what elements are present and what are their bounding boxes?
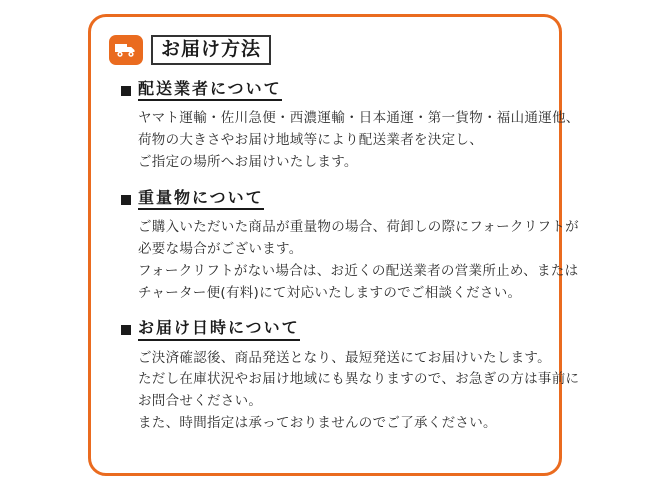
body-line: ご購入いただいた商品が重量物の場合、荷卸しの際にフォークリフトが [138, 218, 579, 235]
black-square-bullet-icon [121, 86, 131, 96]
body-line: チャーター便(有料)にて対応いたしますのでご相談ください。 [138, 284, 522, 301]
section-title: 配送業者について [138, 79, 282, 101]
section-lines [138, 217, 579, 304]
black-square-bullet-icon [121, 195, 131, 205]
section-lines [138, 108, 580, 174]
panel-body [121, 79, 580, 435]
body-line: ご決済確認後、商品発送となり、最短発送にてお届けいたします。 [138, 349, 551, 366]
section-heavy-items [121, 187, 579, 305]
body-line: ご指定の場所へお届けいたします。 [138, 153, 358, 170]
body-line: ただし在庫状況やお届け地域にも異なりますので、お急ぎの方は事前に [138, 371, 580, 388]
section-title: お届け日時について [138, 318, 300, 340]
panel-title: お届け方法 [151, 35, 271, 65]
section-heading [121, 188, 541, 210]
body-line: 必要な場合がございます。 [138, 240, 303, 257]
body-line: フォークリフトがない場合は、お近くの配送業者の営業所止め、または [138, 262, 579, 279]
section-heading [121, 79, 541, 101]
body-line: 荷物の大きさやお届け地域等により配送業者を決定し、 [138, 132, 483, 149]
section-title: 重量物について [138, 188, 264, 210]
black-square-bullet-icon [121, 325, 131, 335]
body-line: ヤマト運輸・佐川急便・西濃運輸・日本通運・第一貨物・福山通運他、 [138, 110, 580, 127]
body-line: また、時間指定は承っておりませんのでご了承ください。 [138, 415, 497, 432]
delivery-info-panel [88, 14, 580, 476]
body-line: お問合せください。 [138, 393, 263, 410]
section-delivery-datetime [121, 318, 580, 435]
section-lines [138, 348, 580, 435]
section-shipping-carriers [121, 79, 580, 174]
delivery-truck-icon [109, 35, 143, 65]
panel-header [109, 35, 271, 65]
section-heading [121, 318, 541, 340]
